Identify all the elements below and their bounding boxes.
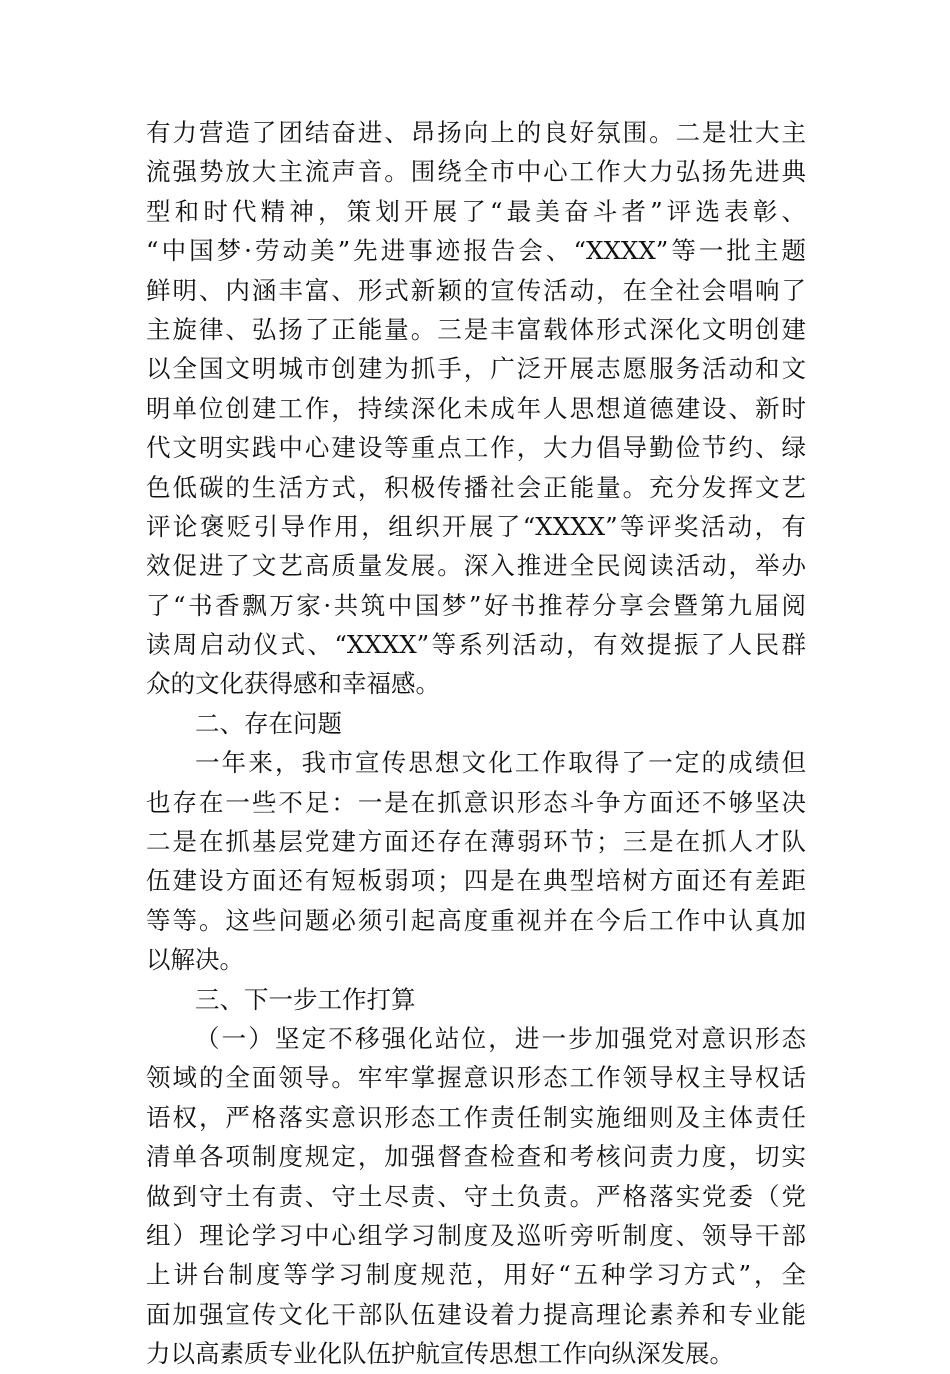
text-line: 流强势放大主流声音。围绕全市中心工作大力弘扬先进典: [146, 157, 806, 187]
text-line: 鲜明、内涵丰富、形式新颖的宣传活动，在全社会唱响了: [146, 275, 806, 305]
text-line: 以解决。: [146, 945, 244, 975]
text-line: 评论褒贬引导作用，组织开展了“XXXX”等评奖活动，有: [146, 511, 806, 541]
section-heading-next-steps: 三、下一步工作打算: [195, 984, 416, 1014]
text-line: 面加强宣传文化干部队伍建设着力提高理论素养和专业能: [146, 1299, 806, 1329]
text-line: “中国梦·劳动美”先进事迹报告会、“XXXX”等一批主题: [146, 236, 806, 266]
section-heading-problems: 二、存在问题: [195, 708, 342, 738]
text-line: 上讲台制度等学习制度规范，用好“五种学习方式”，全: [146, 1260, 806, 1290]
text-line: 领域的全面领导。牢牢掌握意识形态工作领导权主导权话: [146, 1063, 806, 1093]
text-line: 型和时代精神，策划开展了“最美奋斗者”评选表彰、: [146, 196, 806, 226]
text-line: 也存在一些不足：一是在抓意识形态斗争方面还不够坚决: [146, 787, 806, 817]
text-line: 伍建设方面还有短板弱项；四是在典型培树方面还有差距: [146, 866, 806, 896]
text-line: 做到守土有责、守土尽责、守土负责。严格落实党委（党: [146, 1181, 806, 1211]
paragraph-next-steps: [146, 1019, 806, 1374]
text-line: 一年来，我市宣传思想文化工作取得了一定的成绩但: [195, 748, 806, 778]
text-line: 语权，严格落实意识形态工作责任制实施细则及主体责任: [146, 1102, 806, 1132]
text-line: （一）坚定不移强化站位，进一步加强党对意识形态: [195, 1023, 806, 1053]
paragraph-problems: [146, 743, 806, 979]
text-line: 二是在抓基层党建方面还存在薄弱环节；三是在抓人才队: [146, 827, 806, 857]
text-line: 读周启动仪式、“XXXX”等系列活动，有效提振了人民群: [146, 630, 806, 660]
text-line: 组）理论学习中心组学习制度及巡听旁听制度、领导干部: [146, 1220, 806, 1250]
document-page: [146, 113, 806, 1374]
text-line: 有力营造了团结奋进、昂扬向上的良好氛围。二是壮大主: [146, 118, 806, 147]
text-line: 效促进了文艺高质量发展。深入推进全民阅读活动，举办: [146, 551, 806, 581]
text-line: 清单各项制度规定，加强督查检查和考核问责力度，切实: [146, 1142, 806, 1172]
text-line: 了“书香飘万家·共筑中国梦”好书推荐分享会暨第九届阅: [146, 590, 806, 620]
text-line: 主旋律、弘扬了正能量。三是丰富载体形式深化文明创建: [146, 314, 806, 344]
text-line: 等等。这些问题必须引起高度重视并在今后工作中认真加: [146, 905, 806, 935]
text-line: 以全国文明城市创建为抓手，广泛开展志愿服务活动和文: [146, 354, 806, 384]
text-line: 代文明实践中心建设等重点工作，大力倡导勤俭节约、绿: [146, 433, 806, 463]
paragraph-achievements: [146, 113, 806, 704]
text-line: 众的文化获得感和幸福感。: [146, 669, 440, 699]
text-line: 色低碳的生活方式，积极传播社会正能量。充分发挥文艺: [146, 472, 806, 502]
text-line: 明单位创建工作，持续深化未成年人思想道德建设、新时: [146, 393, 806, 423]
text-line: 力以高素质专业化队伍护航宣传思想工作向纵深发展。: [146, 1339, 734, 1369]
